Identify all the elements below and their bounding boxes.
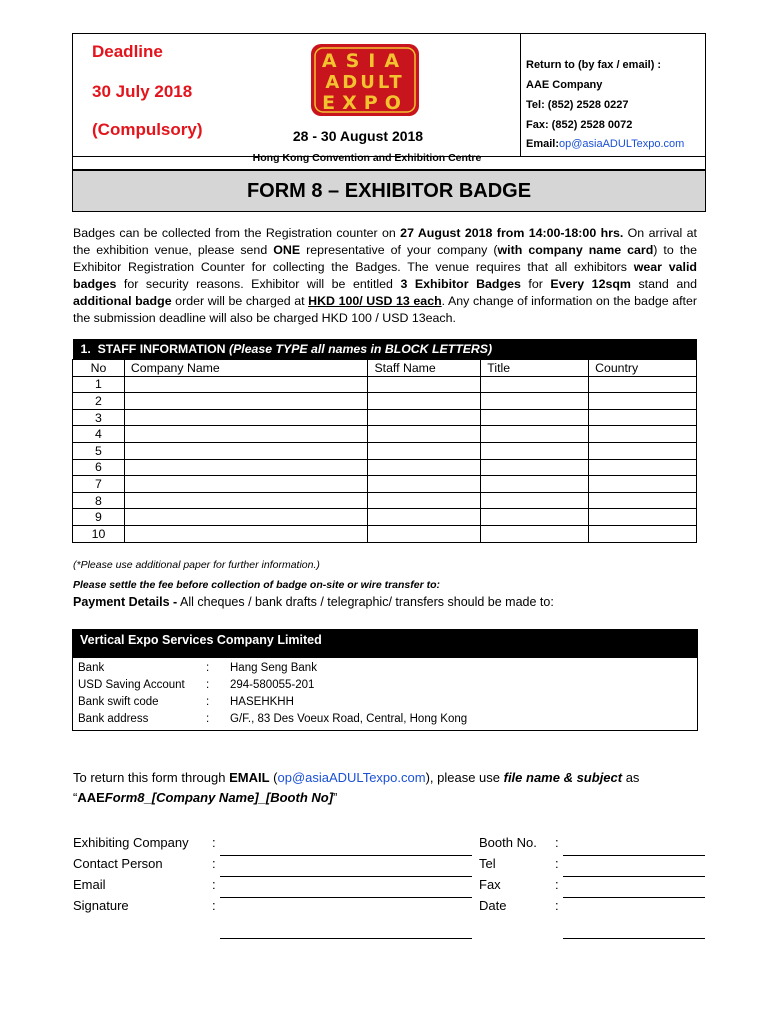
field-label-date: Date — [479, 898, 507, 913]
staff-table — [72, 339, 697, 543]
staff-row — [73, 492, 697, 509]
bank-row-label: USD Saving Account — [78, 679, 185, 691]
staff-section-header: 1. STAFF INFORMATION (Please TYPE all names in BLOCK LETTERS) — [73, 339, 697, 360]
bank-row-value: Hang Seng Bank — [230, 662, 317, 674]
field-label-booth-no: Booth No. — [479, 835, 537, 850]
title-cell[interactable] — [481, 442, 589, 459]
contact-email-label: Email: — [526, 138, 560, 150]
bank-row-colon: : — [206, 713, 210, 725]
staff-name-cell[interactable] — [368, 442, 481, 459]
staff-name-cell[interactable] — [368, 409, 481, 426]
row-number: 6 — [73, 459, 125, 476]
staff-name-cell[interactable] — [368, 476, 481, 493]
field-colon: : — [212, 898, 216, 913]
bank-row-value: 294-580055-201 — [230, 679, 315, 691]
field-colon: : — [555, 856, 559, 871]
form-title: FORM 8 – EXHIBITOR BADGE — [72, 170, 706, 212]
title-cell[interactable] — [481, 393, 589, 410]
title-cell[interactable] — [481, 492, 589, 509]
company-name-cell[interactable] — [124, 376, 368, 393]
field-label-contact-person: Contact Person — [73, 856, 163, 871]
row-number: 7 — [73, 476, 125, 493]
bank-row-colon: : — [206, 696, 210, 708]
country-cell[interactable] — [589, 442, 697, 459]
bank-row-label: Bank — [78, 662, 105, 674]
staff-row — [73, 525, 697, 542]
bank-row-colon: : — [206, 662, 210, 674]
company-name-cell[interactable] — [124, 459, 368, 476]
country-cell[interactable] — [589, 426, 697, 443]
country-cell[interactable] — [589, 525, 697, 542]
input-line-left[interactable] — [220, 876, 472, 877]
input-line-left[interactable] — [220, 938, 472, 939]
field-colon: : — [212, 856, 216, 871]
staff-row — [73, 442, 697, 459]
field-colon: : — [555, 877, 559, 892]
staff-name-cell[interactable] — [368, 525, 481, 542]
deadline-date: 30 July 2018 — [92, 82, 193, 101]
field-label-tel: Tel — [479, 856, 496, 871]
field-colon: : — [212, 877, 216, 892]
company-name-cell[interactable] — [124, 492, 368, 509]
staff-name-cell[interactable] — [368, 459, 481, 476]
return-to-label: Return to (by fax / email) : — [526, 59, 662, 71]
bank-account-name: Vertical Expo Services Company Limited — [72, 629, 698, 658]
column-header-country: Country — [589, 360, 697, 377]
intro-paragraph: Badges can be collected from the Registration counter on 27 August 2018 from 14:00-18:00 hrs. On arrival at the exhibition venue, please send ONE representative of your company (with company name card) to the Exhibitor Registration Counter for collecting the Badges. The venue requires that all exhibitors wear valid badges for security reasons. Exhibitor will be entitled 3 Exhibitor Badges for Every 12sqm stand and additional badge order will be charged at HKD 100/ USD 13 each. Any change of information on the badge after the submission deadline will also be charged HKD 100 / USD 13each. — [73, 226, 698, 325]
staff-row — [73, 409, 697, 426]
logo-line3: EXPO — [322, 92, 408, 114]
title-cell[interactable] — [481, 476, 589, 493]
staff-row — [73, 426, 697, 443]
row-number: 1 — [73, 376, 125, 393]
header-divider — [520, 33, 521, 157]
column-header-company-name: Company Name — [124, 360, 368, 377]
company-name-cell[interactable] — [124, 409, 368, 426]
logo-line2: ADULT — [325, 72, 405, 93]
input-line-left[interactable] — [220, 855, 472, 856]
staff-row — [73, 476, 697, 493]
staff-name-cell[interactable] — [368, 376, 481, 393]
staff-row — [73, 393, 697, 410]
logo-line1: ASIA — [321, 50, 409, 72]
row-number: 10 — [73, 525, 125, 542]
input-line-right[interactable] — [563, 938, 705, 939]
field-label-signature: Signature — [73, 898, 129, 913]
country-cell[interactable] — [589, 459, 697, 476]
staff-row — [73, 459, 697, 476]
field-colon: : — [555, 835, 559, 850]
input-line-left[interactable] — [220, 897, 472, 898]
country-cell[interactable] — [589, 409, 697, 426]
title-cell[interactable] — [481, 409, 589, 426]
field-label-fax: Fax — [479, 877, 501, 892]
title-cell[interactable] — [481, 525, 589, 542]
contact-company: AAE Company — [526, 79, 603, 91]
staff-name-cell[interactable] — [368, 492, 481, 509]
country-cell[interactable] — [589, 376, 697, 393]
input-line-right[interactable] — [563, 897, 705, 898]
title-cell[interactable] — [481, 376, 589, 393]
company-name-cell[interactable] — [124, 426, 368, 443]
row-number: 3 — [73, 409, 125, 426]
company-name-cell[interactable] — [124, 509, 368, 526]
staff-row — [73, 376, 697, 393]
contact-fax: Fax: (852) 2528 0072 — [526, 119, 633, 131]
country-cell[interactable] — [589, 492, 697, 509]
input-line-right[interactable] — [563, 855, 705, 856]
title-cell[interactable] — [481, 426, 589, 443]
asia-adult-expo-logo — [311, 44, 419, 116]
deadline-note: (Compulsory) — [92, 120, 203, 139]
title-cell[interactable] — [481, 509, 589, 526]
staff-column-headers — [73, 360, 697, 377]
row-number: 4 — [73, 426, 125, 443]
country-cell[interactable] — [589, 509, 697, 526]
staff-name-cell[interactable] — [368, 393, 481, 410]
row-number: 2 — [73, 393, 125, 410]
field-colon: : — [555, 898, 559, 913]
instructions-email-link[interactable]: op@asiaADULTexpo.com — [277, 770, 426, 785]
email-instructions: To return this form through EMAIL (op@asiaADULTexpo.com), please use file name & subject as “AAEForm8_[Company Name]_[Booth No]” — [73, 770, 640, 805]
column-header-no: No — [73, 360, 125, 377]
field-colon: : — [212, 835, 216, 850]
company-name-cell[interactable] — [124, 393, 368, 410]
company-name-cell[interactable] — [124, 442, 368, 459]
company-name-cell[interactable] — [124, 525, 368, 542]
bank-row-label: Bank address — [78, 713, 149, 725]
additional-paper-note: (*Please use additional paper for further information.) — [73, 559, 320, 571]
row-number: 8 — [73, 492, 125, 509]
column-header-staff-name: Staff Name — [368, 360, 481, 377]
contact-tel: Tel: (852) 2528 0227 — [526, 99, 629, 111]
bank-row-label: Bank swift code — [78, 696, 159, 708]
bank-row-value: HASEHKHH — [230, 696, 294, 708]
input-line-right[interactable] — [563, 876, 705, 877]
country-cell[interactable] — [589, 476, 697, 493]
row-number: 9 — [73, 509, 125, 526]
contact-email-link[interactable]: op@asiaADULTexpo.com — [559, 138, 685, 150]
row-number: 5 — [73, 442, 125, 459]
settle-fee-note: Please settle the fee before collection of badge on-site or wire transfer to: — [73, 579, 441, 591]
contact-email-line — [526, 138, 684, 150]
bank-row-colon: : — [206, 679, 210, 691]
staff-row — [73, 509, 697, 526]
deadline-label: Deadline — [92, 42, 163, 61]
staff-name-cell[interactable] — [368, 426, 481, 443]
event-venue: Hong Kong Convention and Exhibition Centre — [252, 152, 482, 164]
event-dates: 28 - 30 August 2018 — [292, 128, 424, 144]
column-header-title: Title — [481, 360, 589, 377]
field-label-exhibiting-company: Exhibiting Company — [73, 835, 189, 850]
title-cell[interactable] — [481, 459, 589, 476]
field-label-email: Email — [73, 877, 106, 892]
staff-name-cell[interactable] — [368, 509, 481, 526]
bank-row-value: G/F., 83 Des Voeux Road, Central, Hong Kong — [230, 713, 468, 725]
payment-details: Payment Details - All cheques / bank drafts / telegraphic/ transfers should be made to: — [73, 595, 554, 609]
company-name-cell[interactable] — [124, 476, 368, 493]
country-cell[interactable] — [589, 393, 697, 410]
